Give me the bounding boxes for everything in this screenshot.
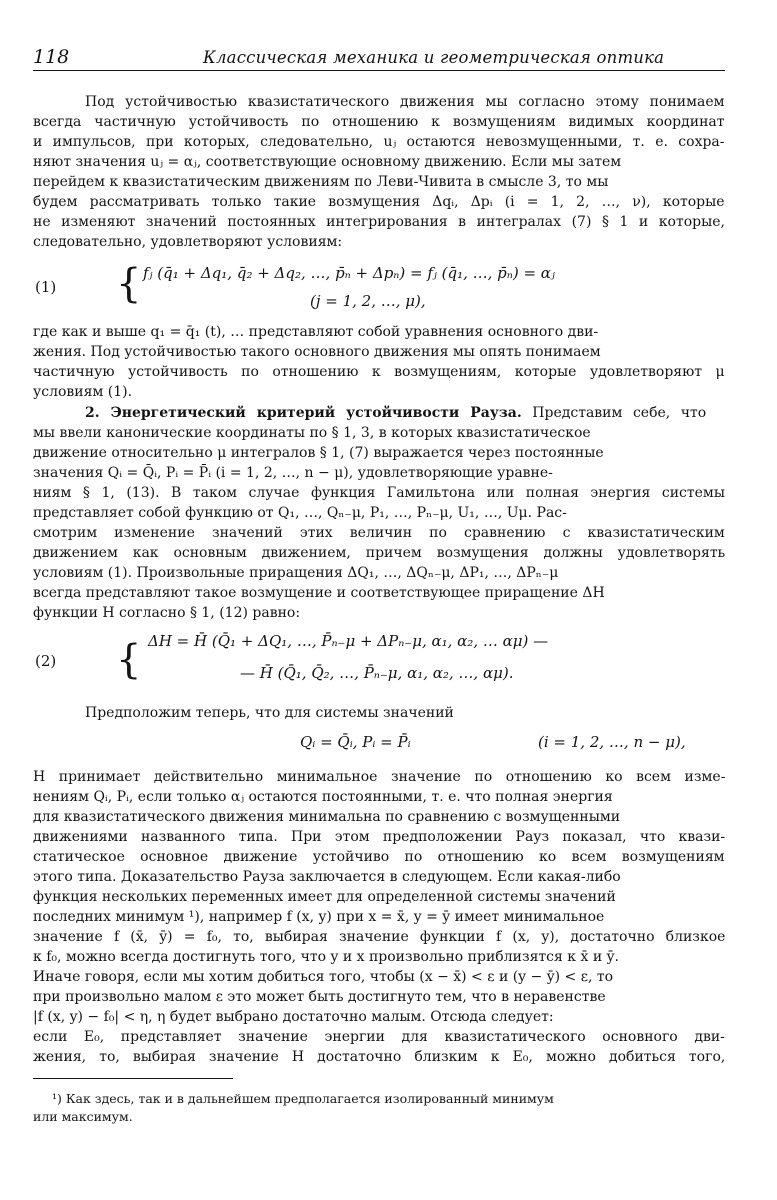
equation-line: (j = 1, 2, …, μ), [310,292,426,310]
text-line: смотрим изменение значений этих величин по сравнению с квазистатическим [33,525,725,541]
equation-condition: (i = 1, 2, …, n − μ), [538,733,686,751]
text-line: ниям § 1, (13). В таком случае функция Гамильтона или полная энергия системы [33,485,725,501]
text-line: и импульсов, при которых, следовательно, uⱼ остаются невозмущенными, т. е. сохра- [33,134,725,150]
text-line: движение относительно μ интегралов § 1, (7) выражается через постоянные [33,445,604,461]
footnote-line: или максимум. [33,1109,133,1124]
text-line: представляет собой функцию от Q₁, …, Qₙ₋μ, P₁, …, Pₙ₋μ, U₁, …, Uμ. Рас- [33,505,567,521]
text-line: жения. Под устойчивостью такого основного движения мы опять понимаем [33,344,601,360]
page-number: 118 [33,46,70,68]
text-line: условиям (1). [33,384,133,400]
brace-icon: { [116,637,142,683]
text-line: частичную устойчивость по отношению к возмущениям, которые удовлетворяют μ [33,364,725,380]
section-heading: 2. Энергетический критерий устойчивости Рауза. [85,405,522,421]
text-line: значения Qᵢ = Q̄ᵢ, Pᵢ = P̄ᵢ (i = 1, 2, …, n − μ), удовлетворяющие уравне- [33,465,553,481]
text-line: Иначе говоря, если мы хотим добиться того, чтобы (x − x̄) < ε и (y − ȳ) < ε, то [33,969,614,985]
text-line: перейдем к квазистатическим движениям по Леви-Чивита в смысле 3, то мы [33,174,609,190]
equation-line: fⱼ (q̄₁ + Δq₁, q̄₂ + Δq₂, …, p̄ₙ + Δpₙ) = fⱼ (q̄₁, …, p̄ₙ) = αⱼ [143,264,555,282]
text-line: движениями названного типа. При этом предположении Рауз показал, что квази- [33,829,726,845]
equation-number: (1) [35,278,57,296]
equation-line: Qᵢ = Q̄ᵢ, Pᵢ = P̄ᵢ [300,733,411,751]
text-line: движением как основным движением, причем возмущения должны удовлетворять [33,545,726,561]
text-line: Предположим теперь, что для системы значений [85,705,454,721]
section-text: Представим себе, что [532,405,707,421]
text-line: к f₀, можно всегда достигнуть того, что y и x произвольно приблизятся к x̄ и ȳ. [33,949,619,965]
text-line: жения, то, выбирая значение H достаточно близким к E₀, можно добиться того, [33,1049,726,1065]
text-line: статическое основное движение устойчиво по отношению ко всем возмущениям [33,849,725,865]
text-line: последних минимум ¹), например f (x, y) при x = x̄, y = ȳ имеет минимальное [33,909,605,925]
text-line: где как и выше q₁ = q̄₁ (t), … представляют собой уравнения основного дви- [33,324,599,340]
brace-icon: { [116,261,142,307]
text-line: |f (x, y) − f₀| < η, η будет выбрано достаточно малым. Отсюда следует: [33,1009,554,1025]
text-line: этого типа. Доказательство Рауза заключается в следующем. Если какая-либо [33,869,621,885]
text-line: не изменяют значений постоянных интегрирования в интегралах (7) § 1 и которые, [33,214,725,230]
header-rule [33,70,725,71]
text-line: функция нескольких переменных имеет для определенной системы значений [33,889,616,905]
section-first-line [85,403,706,423]
text-line: всегда представляют такое возмущение и соответствующее приращение ΔH [33,585,605,601]
text-line: при произвольно малом ε это может быть достигнуто тем, что в неравенстве [33,989,606,1005]
text-line: следовательно, удовлетворяют условиям: [33,234,343,250]
text-line: H принимает действительно минимальное значение по отношению ко всем изме- [33,769,726,785]
text-line: мы ввели канонические координаты по § 1, 3, в которых квазистатическое [33,425,591,441]
text-line: значение f (x̄, ȳ) = f₀, то, выбирая значение функции f (x, y), достаточно близкое [33,929,726,945]
text-line: для квазистатического движения минимальна по сравнению с возмущенными [33,809,621,825]
footnote-rule [33,1078,233,1079]
page-header [33,44,725,70]
text-line: если E₀, представляет значение энергии для квазистатического основного дви- [33,1029,725,1045]
equation-line: — H̄ (Q̄₁, Q̄₂, …, P̄ₙ₋μ, α₁, α₂, …, αμ). [240,664,514,682]
footnote-line: ¹) Как здесь, так и в дальнейшем предполагается изолированный минимум [52,1091,554,1106]
text-line: всегда частичную устойчивость по отношению к возмущениям видимых координат [33,114,725,130]
text-line: функции H согласно § 1, (12) равно: [33,605,301,621]
text-line: условиям (1). Произвольные приращения ΔQ₁, …, ΔQₙ₋μ, ΔP₁, …, ΔPₙ₋μ [33,565,559,581]
text-line: Под устойчивостью квазистатического движения мы согласно этому понимаем [85,94,725,110]
text-line: нениям Qᵢ, Pᵢ, если только αⱼ остаются постоянными, т. е. что полная энергия [33,789,613,805]
text-line: няют значения uⱼ = αⱼ, соответствующие основному движению. Если мы затем [33,154,622,170]
text-line: будем рассматривать только такие возмущения Δqᵢ, Δpᵢ (i = 1, 2, …, ν), которые [33,194,725,210]
equation-number: (2) [35,652,57,670]
running-title: Классическая механика и геометрическая оптика [203,48,665,67]
equation-line: ΔH = H̄ (Q̄₁ + ΔQ₁, …, P̄ₙ₋μ + ΔPₙ₋μ, α₁, α₂, … αμ) — [148,632,549,650]
